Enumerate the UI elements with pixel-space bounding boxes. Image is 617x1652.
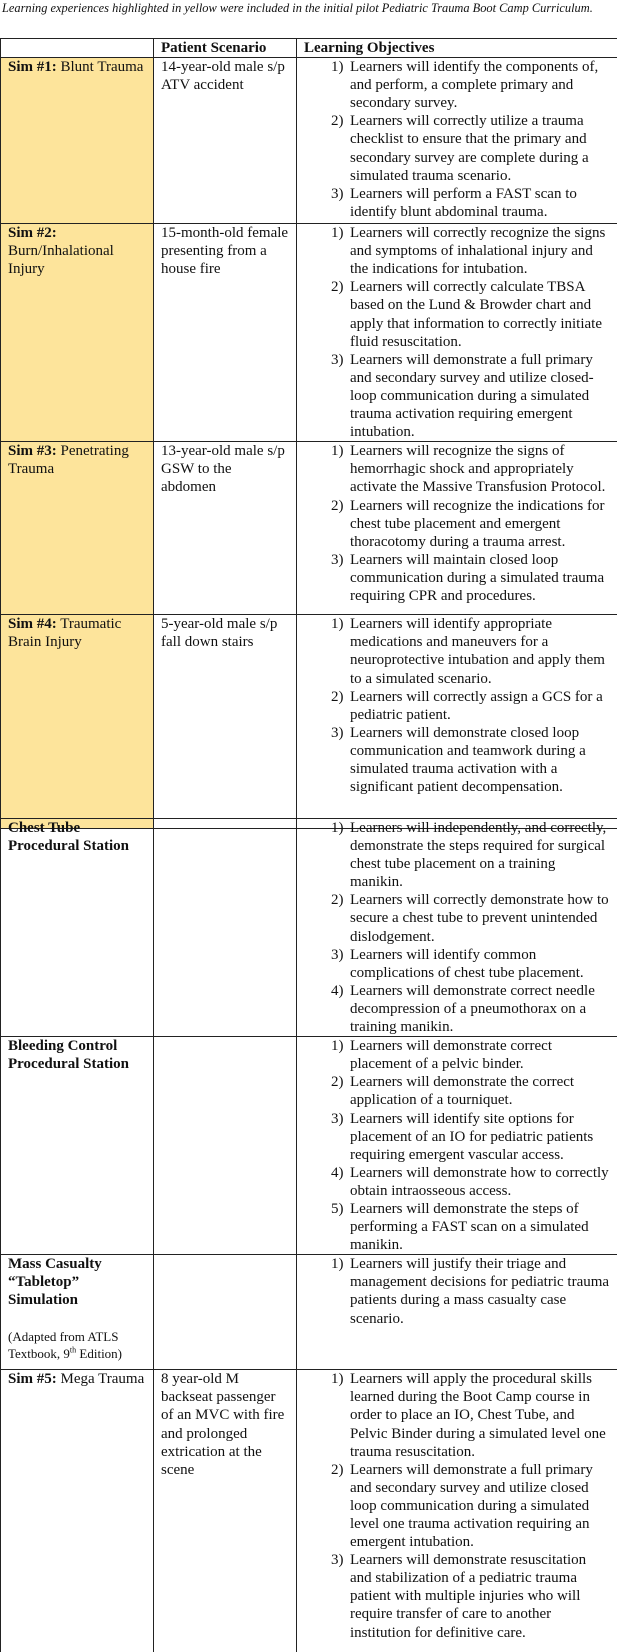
objective-item [331, 278, 610, 350]
objective-number: 4) [331, 1164, 344, 1181]
objective-item [331, 615, 610, 687]
objective-text: Learners will demonstrate the correct application of a tourniquet. [350, 1074, 575, 1109]
session-title-cell [1, 58, 154, 224]
objective-item [331, 946, 610, 982]
objective-text: Learners will recognize the signs of hemorrhagic shock and appropriately activate the Massive Transfusion Protocol. [350, 443, 606, 496]
learning-objectives-cell [297, 1255, 617, 1370]
session-title-cell [1, 1370, 154, 1652]
patient-scenario-cell: 8 year-old M backseat passenger of an MVC with fire and prolonged extrication at the scene [154, 1370, 297, 1652]
objective-item [331, 1255, 610, 1327]
session-title-cell [1, 1037, 154, 1255]
session-title-cell [1, 442, 154, 615]
session-title-cell [1, 819, 154, 1037]
objectives-list [331, 1370, 610, 1641]
objectives-list [331, 1037, 610, 1254]
objective-item [331, 1461, 610, 1551]
objective-item [331, 551, 610, 605]
objective-text: Learners will apply the procedural skills learned during the Boot Camp course in order to place an IO, Chest Tube, and Pelvic Binder during a simulated level one trauma resuscitation. [350, 1371, 606, 1460]
objective-item [331, 1370, 610, 1460]
objectives-list [331, 615, 610, 796]
patient-scenario-cell [154, 1037, 297, 1255]
table-row [1, 1255, 617, 1370]
learning-objectives-cell [297, 1037, 617, 1255]
objective-item [331, 58, 610, 112]
table-row [1, 1037, 617, 1255]
session-title-bold: Mass Casualty “Tabletop” Simulation [8, 1256, 102, 1309]
objectives-list [331, 58, 610, 221]
objective-text: Learners will demonstrate the steps of performing a FAST scan on a simulated manikin. [350, 1200, 589, 1254]
objective-text: Learners will identify site options for placement of an IO for pediatric patients requiring emergent vascular access. [350, 1110, 594, 1163]
note-text-end: Edition) [76, 1345, 123, 1361]
patient-scenario-cell [154, 1255, 297, 1370]
objective-text: Learners will correctly recognize the signs and symptoms of inhalational injury and the indications for intubation. [350, 225, 606, 278]
objective-text: Learners will demonstrate correct placement of a pelvic binder. [350, 1038, 552, 1073]
table-row [1, 819, 617, 1037]
objective-number: 3) [331, 351, 344, 368]
objective-number: 3) [331, 946, 344, 963]
session-title-bold: Sim #3: [8, 443, 57, 460]
table-caption: Learning experiences highlighted in yellow were included in the initial pilot Pediatric Trauma Boot Camp Curriculum. [2, 1, 593, 15]
session-title-rest: Mega Trauma [56, 1371, 145, 1388]
objectives-list [331, 442, 610, 605]
session-title-rest: Traumatic Brain Injury [8, 616, 122, 651]
session-title-cell [1, 224, 154, 442]
objective-number: 3) [331, 551, 344, 568]
header-learning-objectives: Learning Objectives [297, 39, 617, 58]
objective-text: Learners will recognize the indications for chest tube placement and emergent thoracotomy during a trauma arrest. [350, 497, 605, 550]
objective-number: 5) [331, 1200, 344, 1217]
patient-scenario-cell: 14-year-old male s/p ATV accident [154, 58, 297, 224]
objective-text: Learners will demonstrate resuscitation and stabilization of a pediatric trauma patient with multiple injuries who will require transfer of care to another institution for definitive care. [350, 1552, 587, 1641]
objective-number: 1) [331, 1038, 344, 1055]
objective-item [331, 688, 610, 724]
learning-objectives-cell [297, 615, 617, 829]
objective-number: 3) [331, 724, 344, 741]
session-title-cell [1, 615, 154, 829]
objective-item [331, 1037, 610, 1073]
header-patient-scenario: Patient Scenario [154, 39, 297, 58]
session-title-bold: Sim #2: [8, 225, 57, 242]
objectives-list [331, 819, 610, 1036]
objective-text: Learners will correctly utilize a trauma checklist to ensure that the primary and secondary survey are complete during a simulated trauma scenario. [350, 113, 589, 184]
objective-text: Learners will independently, and correctly, demonstrate the steps required for surgical chest tube placement on a training manikin. [350, 820, 607, 891]
objective-number: 2) [331, 279, 344, 296]
objective-text: Learners will correctly calculate TBSA based on the Lund & Browder chart and apply that information to correctly initiate fluid resuscitation. [350, 279, 603, 350]
objective-text: Learners will maintain closed loop communication during a simulated trauma requiring CPR and procedures. [350, 551, 605, 604]
session-title-bold: Sim #5: [8, 1371, 57, 1388]
objectives-list [331, 1255, 610, 1327]
session-title-bold: Sim #1: [8, 59, 57, 76]
table-row [1, 224, 617, 442]
learning-objectives-cell [297, 224, 617, 442]
objective-text: Learners will justify their triage and management decisions for pediatric trauma patients during a mass casualty case scenario. [350, 1256, 610, 1327]
objective-text: Learners will demonstrate how to correctly obtain intraosseous access. [350, 1164, 609, 1199]
session-title-bold: Bleeding Control Procedural Station [8, 1038, 129, 1073]
objective-number: 1) [331, 1256, 344, 1273]
objective-item [331, 1164, 610, 1200]
objective-text: Learners will perform a FAST scan to identify blunt abdominal trauma. [350, 185, 577, 220]
patient-scenario-cell [154, 819, 297, 1037]
objective-text: Learners will demonstrate correct needle decompression of a pneumothorax on a training manikin. [350, 982, 595, 1036]
table-row [1, 58, 617, 224]
objective-item [331, 1200, 610, 1254]
session-title-bold: Chest Tube Procedural Station [8, 820, 129, 855]
objective-item [331, 819, 610, 891]
objective-item [331, 982, 610, 1036]
learning-objectives-cell [297, 819, 617, 1037]
objective-number: 3) [331, 1552, 344, 1569]
objective-item [331, 185, 610, 221]
objective-number: 1) [331, 616, 344, 633]
objective-number: 1) [331, 59, 344, 76]
objective-number: 1) [331, 1371, 344, 1388]
objective-item [331, 1073, 610, 1109]
table-row [1, 615, 617, 829]
learning-objectives-cell [297, 442, 617, 615]
objective-item [331, 442, 610, 496]
header-session [1, 39, 154, 58]
note-superscript: th [69, 1345, 77, 1355]
objective-item [331, 112, 610, 184]
objective-number: 3) [331, 185, 344, 202]
objective-number: 2) [331, 1074, 344, 1091]
objective-text: Learners will demonstrate a full primary and secondary survey and utilize closed loop communication during a simulated level one trauma activation requiring an emergent intubation. [350, 1461, 593, 1551]
curriculum-table-pilot [0, 38, 617, 829]
objective-item [331, 724, 610, 796]
objective-item [331, 1110, 610, 1164]
patient-scenario-cell: 5-year-old male s/p fall down stairs [154, 615, 297, 829]
objective-number: 2) [331, 892, 344, 909]
objective-number: 1) [331, 820, 344, 836]
session-title-bold: Sim #4: [8, 616, 57, 633]
session-source-note [8, 1328, 146, 1362]
objectives-list [331, 224, 610, 441]
objective-number: 2) [331, 688, 344, 705]
session-title-cell [1, 1255, 154, 1370]
note-text: (Adapted from ATLS Textbook, 9 [8, 1328, 119, 1361]
session-title-rest: Burn/Inhalational Injury [8, 243, 114, 278]
learning-objectives-cell [297, 58, 617, 224]
objective-item [331, 224, 610, 278]
objective-number: 4) [331, 982, 344, 999]
objective-number: 3) [331, 1110, 344, 1127]
objective-number: 1) [331, 225, 344, 242]
curriculum-table-additional [0, 818, 617, 1652]
table-header-row [1, 39, 617, 58]
objective-text: Learners will demonstrate closed loop communication and teamwork during a simulated trauma activation with a significant patient decompensation. [350, 724, 586, 796]
table-row [1, 442, 617, 615]
objective-number: 1) [331, 443, 344, 460]
objective-item [331, 497, 610, 551]
objective-item [331, 1551, 610, 1641]
session-title-rest: Penetrating Trauma [8, 443, 129, 478]
objective-text: Learners will identify common complications of chest tube placement. [350, 946, 584, 981]
patient-scenario-cell: 13-year-old male s/p GSW to the abdomen [154, 442, 297, 615]
session-title-rest: Blunt Trauma [56, 59, 144, 76]
objective-text: Learners will correctly assign a GCS for a pediatric patient. [350, 688, 603, 723]
objective-text: Learners will correctly demonstrate how to secure a chest tube to prevent unintended dislodgement. [350, 892, 609, 945]
table-row [1, 1370, 617, 1652]
patient-scenario-cell: 15-month-old female presenting from a house fire [154, 224, 297, 442]
objective-text: Learners will identify appropriate medications and maneuvers for a neuroprotective intubation and apply them to a simulated scenario. [350, 616, 605, 687]
objective-number: 2) [331, 113, 344, 130]
objective-item [331, 891, 610, 945]
learning-objectives-cell [297, 1370, 617, 1652]
objective-number: 2) [331, 497, 344, 514]
objective-text: Learners will demonstrate a full primary and secondary survey and utilize closed-loop communication during a simulated trauma activation requiring emergent intubation. [350, 351, 594, 441]
objective-text: Learners will identify the components of, and perform, a complete primary and secondary survey. [350, 59, 599, 112]
objective-number: 2) [331, 1461, 344, 1478]
objective-item [331, 351, 610, 441]
